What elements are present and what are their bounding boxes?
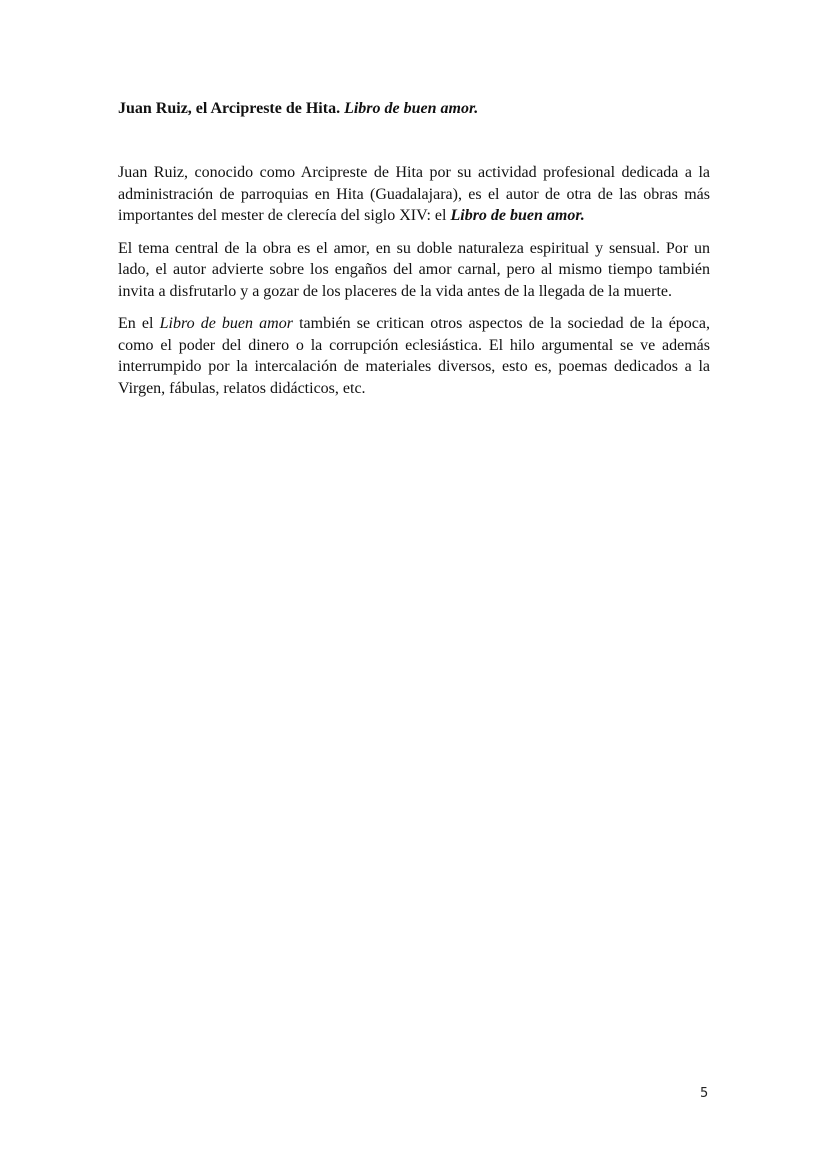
section-heading: [118, 99, 718, 119]
paragraph-2-text: El tema central de la obra es el amor, en su doble naturaleza espiritual y sensual. Por un lado, el autor advierte sobre los engaños del amor carnal, pero al mismo tiempo también invita a disfrutarlo y a gozar de los placeres de la vida antes de la llegada de la muerte.: [118, 239, 710, 300]
paragraph-3-work-title: Libro de buen amor: [159, 315, 293, 332]
paragraph-3: [118, 313, 710, 399]
paragraph-1: [118, 162, 710, 227]
paragraph-3-text-after: también se critican otros aspectos de la sociedad de la época, como el poder del dinero o la corrupción eclesiástica. El hilo argumental se ve además interrumpido por la intercalación de materiales diversos, esto es, poemas dedicados a la Virgen, fábulas, relatos didácticos, etc.: [118, 315, 710, 397]
page-number: 5: [700, 1086, 709, 1101]
heading-author: Juan Ruiz, el Arcipreste de Hita.: [118, 100, 345, 117]
body-text: [118, 162, 710, 410]
paragraph-3-text-before: En el: [118, 315, 160, 332]
paragraph-2: [118, 238, 710, 303]
paragraph-1-text: Juan Ruiz, conocido como Arcipreste de Hita por su actividad profesional dedicada a la administración de parroquias en Hita (Guadalajara), es el autor de otra de las obras más importantes del mester de clerecía del siglo XIV: el: [118, 164, 710, 224]
paragraph-1-work-title: Libro de buen amor.: [450, 207, 585, 224]
heading-work-title: Libro de buen amor.: [344, 100, 479, 117]
